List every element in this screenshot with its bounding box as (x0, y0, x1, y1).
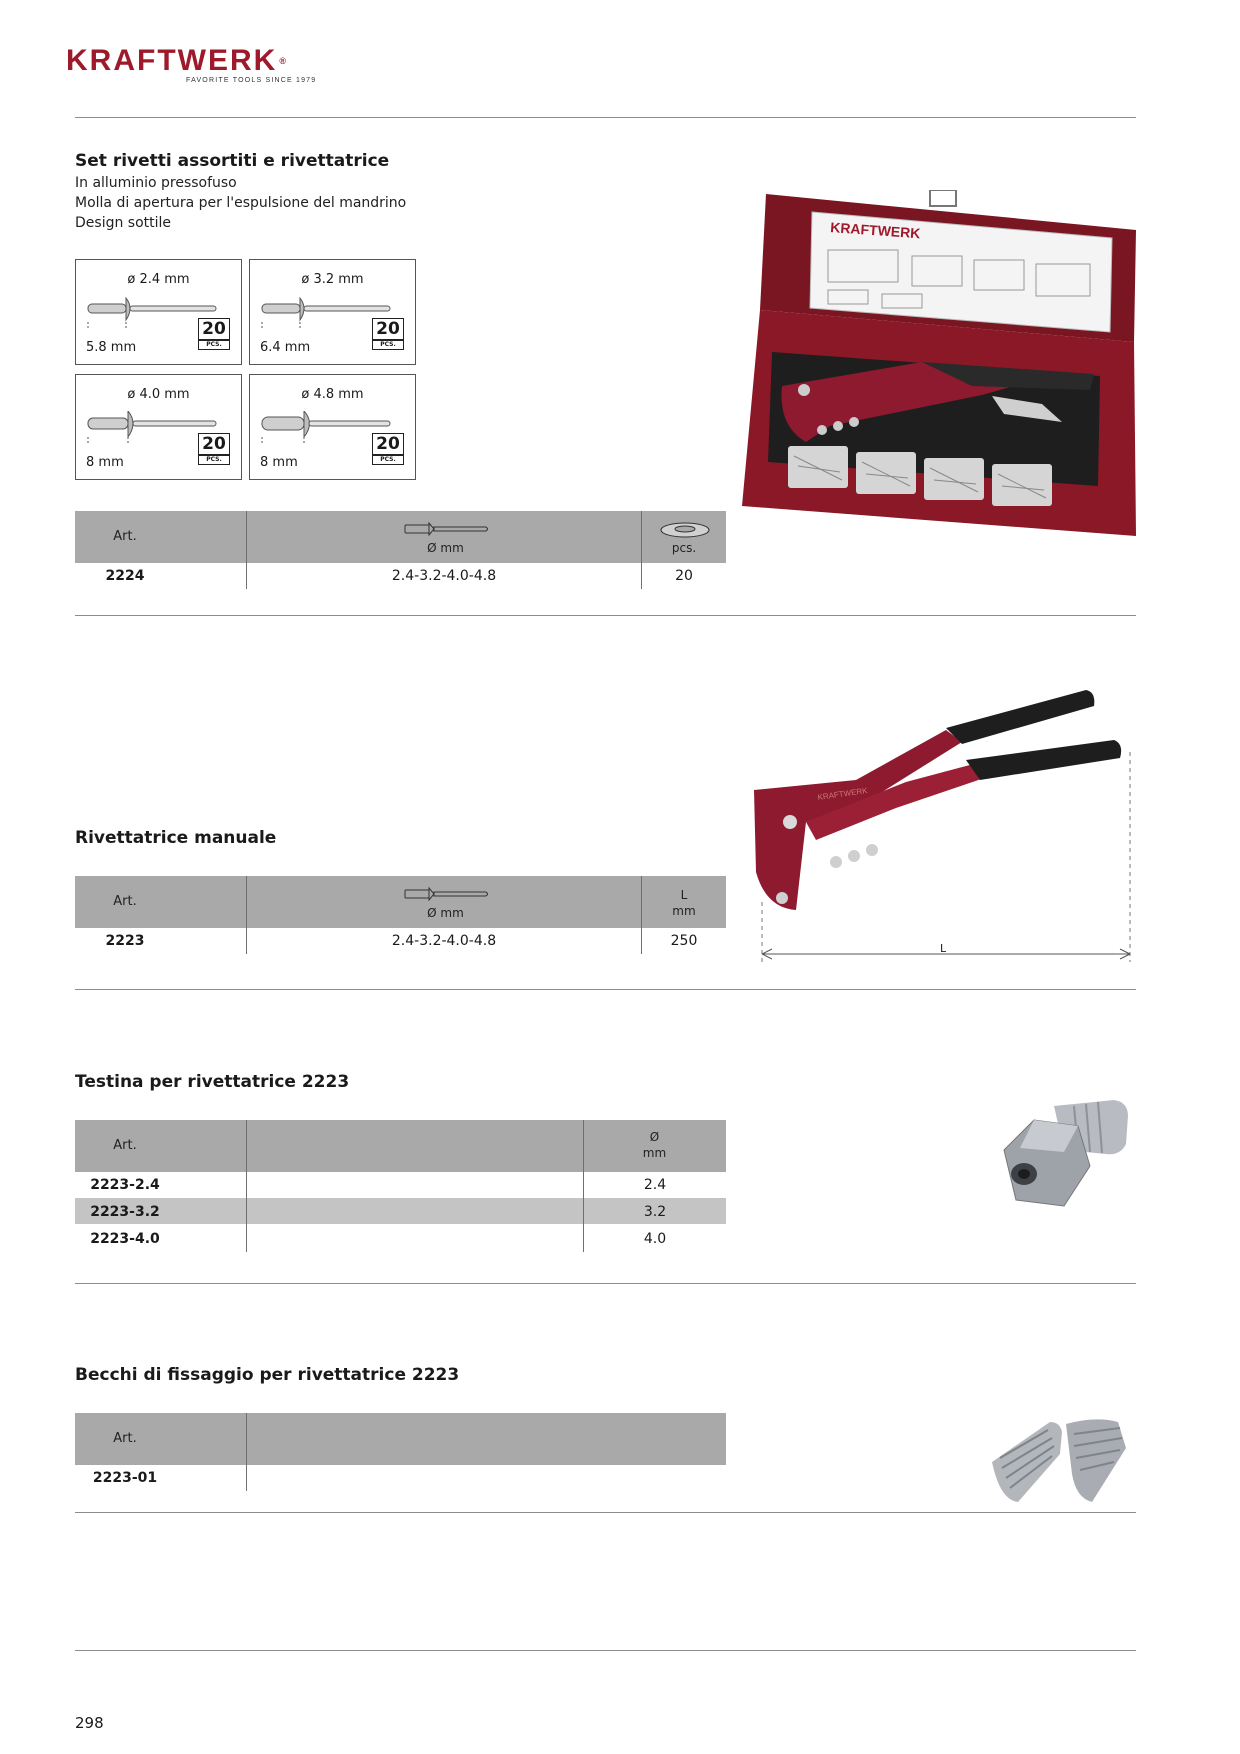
section-divider (75, 1283, 1136, 1284)
col-pcs: pcs. (671, 541, 697, 555)
footer-divider (75, 1650, 1136, 1651)
table3-header (75, 1120, 726, 1172)
feature-line: Design sottile (75, 215, 172, 231)
rivet-set-case-image (742, 190, 1137, 540)
col-diameter-unit: mm (642, 1146, 667, 1160)
rivet-diameter: ø 2.4 mm (127, 272, 190, 287)
brand-tagline: FAVORITE TOOLS SINCE 1979 (186, 77, 317, 84)
length-value: 250 (670, 933, 698, 949)
rivet-box-2-4 (75, 259, 242, 365)
qty-number: 20 (372, 433, 404, 455)
qty-unit: PCS. (198, 455, 230, 465)
rivet-diameter: ø 4.0 mm (127, 387, 190, 402)
rivet-length: 5.8 mm (86, 340, 137, 355)
art-number: 2223-01 (92, 1470, 158, 1486)
col-art: Art. (113, 1138, 137, 1153)
qty-badge (372, 433, 404, 465)
qty-badge (198, 433, 230, 465)
art-number: 2224 (105, 568, 145, 584)
rivet-icon (404, 521, 488, 537)
col-divider (246, 1413, 247, 1491)
col-diameter: Ø mm (427, 541, 464, 555)
rivet-diameter: ø 3.2 mm (301, 272, 364, 287)
rivet-length: 8 mm (86, 455, 124, 470)
col-diameter: Ø (649, 1130, 660, 1144)
diameter-value: 2.4-3.2-4.0-4.8 (391, 933, 497, 949)
section2-title: Rivettatrice manuale (75, 828, 277, 848)
col-length: L (680, 888, 688, 902)
rivet-box-4-0 (75, 374, 242, 480)
qty-badge (372, 318, 404, 350)
art-number: 2223-3.2 (90, 1204, 160, 1220)
feature-line: Molla di apertura per l'espulsione del mandrino (75, 195, 407, 211)
section-divider (75, 1512, 1136, 1513)
art-number: 2223-4.0 (90, 1231, 160, 1247)
section4-title: Becchi di fissaggio per rivettatrice 2223 (75, 1365, 460, 1385)
jaws-image (988, 1414, 1134, 1506)
washer-icon (659, 521, 711, 539)
qty-number: 20 (372, 318, 404, 340)
col-divider (246, 1120, 247, 1252)
case-logo: KRAFTWERK (829, 219, 921, 242)
diameter-value: 3.2 (643, 1204, 667, 1220)
qty-number: 20 (198, 433, 230, 455)
section-divider (75, 615, 1136, 616)
hand-riveter-image (746, 672, 1138, 972)
col-art: Art. (113, 529, 137, 544)
riveter-logo: KRAFTWERK (817, 786, 869, 802)
qty-number: 20 (198, 318, 230, 340)
rivet-length: 8 mm (260, 455, 298, 470)
col-diameter: Ø mm (427, 906, 464, 920)
rivet-box-4-8 (249, 374, 416, 480)
col-art: Art. (113, 894, 137, 909)
qty-unit: PCS. (372, 455, 404, 465)
registered-mark: ® (279, 56, 286, 66)
diameter-value: 2.4 (643, 1177, 667, 1193)
table1-header (75, 511, 726, 563)
rivet-length: 6.4 mm (260, 340, 311, 355)
nozzle-head-image (994, 1096, 1134, 1220)
art-number: 2223-2.4 (90, 1177, 160, 1193)
col-art: Art. (113, 1431, 137, 1446)
art-number: 2223 (105, 933, 145, 949)
section1-title: Set rivetti assortiti e rivettatrice (75, 151, 390, 171)
rivet-icon (404, 886, 488, 902)
header-divider (75, 117, 1136, 118)
pcs-value: 20 (675, 568, 693, 584)
table2-header (75, 876, 726, 928)
qty-badge (198, 318, 230, 350)
section3-title: Testina per rivettatrice 2223 (75, 1072, 350, 1092)
qty-unit: PCS. (198, 340, 230, 350)
diameter-value: 2.4-3.2-4.0-4.8 (391, 568, 497, 584)
section1-features (75, 173, 406, 233)
col-length-unit: mm (672, 904, 696, 918)
rivet-diameter: ø 4.8 mm (301, 387, 364, 402)
diameter-value: 4.0 (643, 1231, 667, 1247)
qty-unit: PCS. (372, 340, 404, 350)
rivet-box-3-2 (249, 259, 416, 365)
brand-logo (66, 46, 286, 76)
table4-header (75, 1413, 726, 1465)
section-divider (75, 989, 1136, 990)
page-number: 298 (75, 1714, 104, 1732)
feature-line: In alluminio pressofuso (75, 175, 237, 191)
brand-name: KRAFTWERK (66, 44, 278, 77)
dimension-label: L (940, 942, 947, 955)
